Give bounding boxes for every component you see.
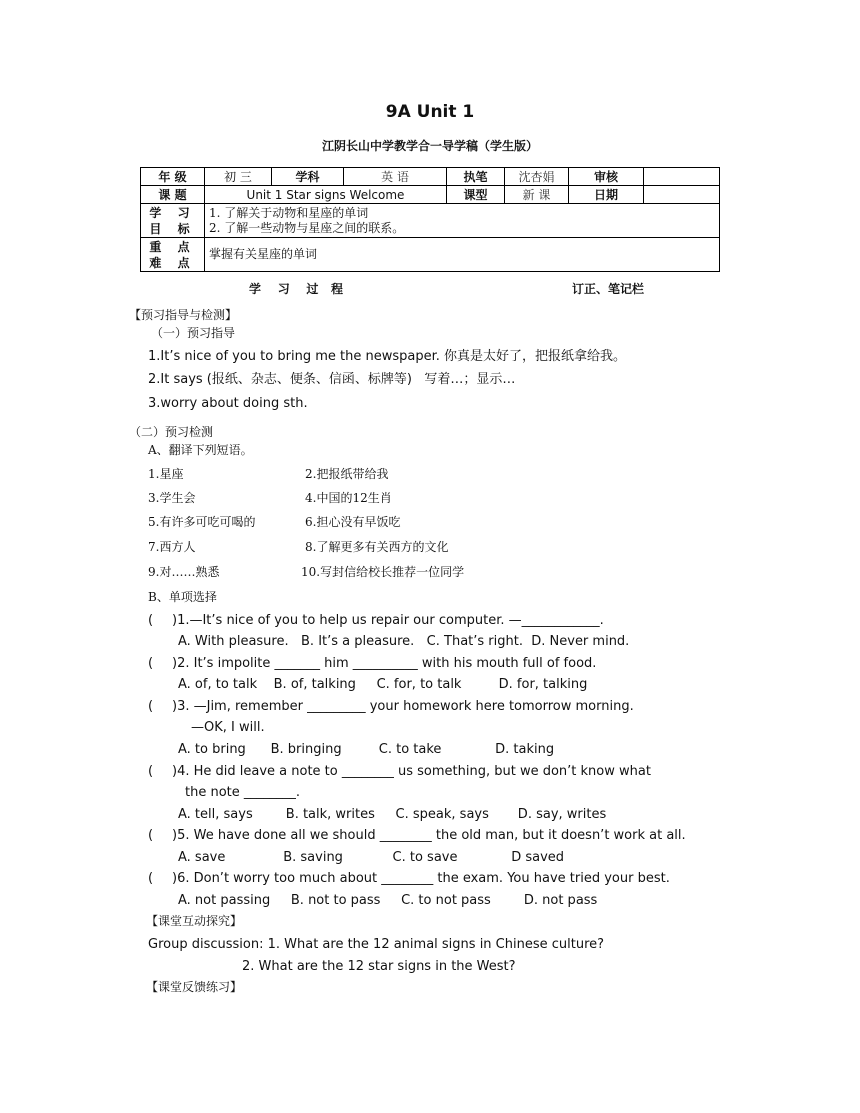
writer-value: 沈杏娟 — [505, 168, 569, 186]
answer-paren: ( — [148, 656, 154, 671]
question-stem: )4. He did leave a note to ________ us something, but we don’t know what — [172, 764, 651, 779]
question-stem: )3. —Jim, remember _________ your homework here tomorrow morning. — [172, 699, 634, 714]
key-label-line-2: 难 点 — [149, 255, 196, 270]
subject-value: 英 语 — [344, 168, 447, 186]
question-stem: )6. Don’t worry too much about ________ the exam. You have tried your best. — [172, 871, 670, 886]
grade-value: 初 三 — [205, 168, 272, 186]
guide-item: 1.It’s nice of you to bring me the newspaper. 你真是太好了，把报纸拿给我。 — [148, 349, 626, 364]
grade-label: 年 级 — [141, 168, 205, 186]
question-options: A. With pleasure. B. It’s a pleasure. C. That’s right. D. Never mind. — [178, 634, 630, 649]
question-stem: )1.—It’s nice of you to help us repair our computer. —____________. — [172, 613, 604, 628]
goals-label — [141, 204, 205, 238]
answer-paren: ( — [148, 764, 154, 779]
explore-heading: 【课堂互动探究】 — [146, 914, 243, 928]
answer-paren: ( — [148, 871, 154, 886]
discussion-question: Group discussion: 1. What are the 12 animal signs in Chinese culture? — [148, 937, 605, 952]
key-label — [141, 238, 205, 272]
review-label: 审核 — [569, 168, 644, 186]
phrase-item: 1.星座 — [148, 467, 184, 481]
type-value: 新 课 — [505, 186, 569, 204]
key-value-text: 掌握有关星座的单词 — [209, 247, 318, 261]
goals-value — [205, 204, 720, 238]
topic-label: 课 题 — [141, 186, 205, 204]
preview-heading: 【预习指导与检测】 — [129, 308, 238, 322]
phrase-item: 7.西方人 — [148, 540, 196, 554]
phrase-item: 6.担心没有早饭吃 — [305, 515, 401, 529]
translate-heading: A、翻译下列短语。 — [148, 443, 253, 457]
phrase-item: 2.把报纸带给我 — [305, 467, 389, 481]
phrase-item: 4.中国的12生肖 — [305, 491, 392, 505]
notes-column-label: 订正、笔记栏 — [572, 282, 645, 296]
date-label: 日期 — [569, 186, 644, 204]
subject-label: 学科 — [272, 168, 344, 186]
guide-item: 2.It says (报纸、杂志、便条、信函、标牌等) 写着…；显示… — [148, 372, 516, 387]
choice-heading: B、单项选择 — [148, 590, 217, 604]
question-options: A. of, to talk B. of, talking C. for, to talk D. for, talking — [178, 677, 588, 692]
writer-label: 执笔 — [447, 168, 505, 186]
topic-value: Unit 1 Star signs Welcome — [205, 186, 447, 204]
phrase-item: 3.学生会 — [148, 491, 196, 505]
info-table — [140, 167, 720, 272]
type-label: 课型 — [447, 186, 505, 204]
check-heading: （二）预习检测 — [129, 425, 214, 439]
guide-item: 3.worry about doing sth. — [148, 396, 308, 411]
page-subtitle: 江阴长山中学教学合一导学稿（学生版） — [321, 139, 538, 153]
date-value — [644, 186, 720, 204]
key-label-line-1: 重 点 — [149, 239, 196, 254]
question-options: A. save B. saving C. to save D saved — [178, 850, 565, 865]
goal-item: 1. 了解关于动物和星座的单词 — [209, 205, 369, 220]
answer-paren: ( — [148, 699, 154, 714]
goals-label-line-1: 学 习 — [149, 205, 196, 220]
question-continuation: —OK, I will. — [191, 720, 265, 735]
page-title: 9A Unit 1 — [385, 102, 475, 122]
question-options: A. to bring B. bringing C. to take D. taking — [178, 742, 555, 757]
answer-paren: ( — [148, 828, 154, 843]
process-column-label: 学 习 过 程 — [249, 282, 343, 296]
discussion-question: 2. What are the 12 star signs in the West? — [242, 959, 516, 974]
phrase-item: 9.对……熟悉 — [148, 565, 220, 579]
key-value — [205, 238, 720, 272]
question-options: A. not passing B. not to pass C. to not pass D. not pass — [178, 893, 598, 908]
guide-heading: （一）预习指导 — [151, 326, 236, 340]
review-value — [644, 168, 720, 186]
question-stem: )2. It’s impolite _______ him __________ with his mouth full of food. — [172, 656, 597, 671]
answer-paren: ( — [148, 613, 154, 628]
phrase-item: 5.有许多可吃可喝的 — [148, 515, 256, 529]
question-continuation: the note ________. — [185, 785, 301, 800]
goal-item: 2. 了解一些动物与星座之间的联系。 — [209, 220, 405, 235]
goals-label-line-2: 目 标 — [149, 221, 196, 236]
question-stem: )5. We have done all we should ________ the old man, but it doesn’t work at all. — [172, 828, 686, 843]
question-options: A. tell, says B. talk, writes C. speak, says D. say, writes — [178, 807, 607, 822]
phrase-item: 10.写封信给校长推荐一位同学 — [301, 565, 465, 579]
feedback-heading: 【课堂反馈练习】 — [146, 980, 243, 994]
phrase-item: 8.了解更多有关西方的文化 — [305, 540, 449, 554]
